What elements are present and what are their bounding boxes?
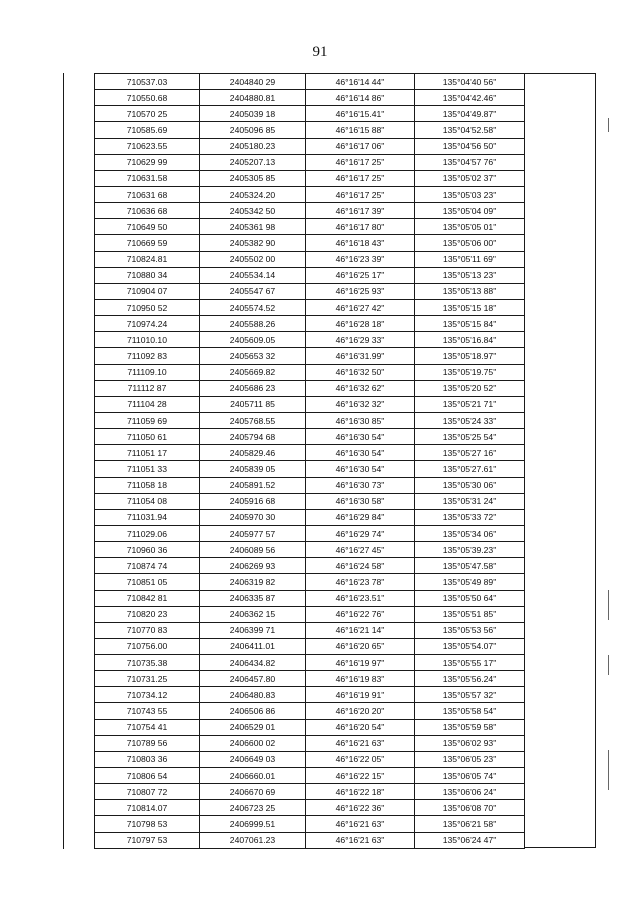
table-row — [64, 332, 525, 348]
latitude-cell: 46°16'23 78" — [306, 574, 415, 590]
row-number-cell — [64, 138, 95, 154]
x-coordinate-cell: 710754 41 — [95, 719, 200, 735]
x-coordinate-cell: 710550.68 — [95, 90, 200, 106]
latitude-cell: 46°16'22 76" — [306, 606, 415, 622]
x-coordinate-cell: 710880 34 — [95, 267, 200, 283]
table-row — [64, 784, 525, 800]
longitude-cell: 135°05'51 85" — [415, 606, 525, 622]
table-row — [64, 170, 525, 186]
y-coordinate-cell: 2405382 90 — [200, 235, 306, 251]
latitude-cell: 46°16'21 14" — [306, 622, 415, 638]
y-coordinate-cell: 2404840 29 — [200, 74, 306, 90]
latitude-cell: 46°16'32 62" — [306, 380, 415, 396]
table-row — [64, 251, 525, 267]
x-coordinate-cell: 710734.12 — [95, 687, 200, 703]
latitude-cell: 46°16'21 63" — [306, 816, 415, 832]
table-row — [64, 525, 525, 541]
latitude-cell: 46°16'20 20" — [306, 703, 415, 719]
table-row — [64, 219, 525, 235]
longitude-cell: 135°05'18.97" — [415, 348, 525, 364]
table-row — [64, 412, 525, 428]
x-coordinate-cell: 710789 56 — [95, 735, 200, 751]
y-coordinate-cell: 2406434.82 — [200, 655, 306, 671]
longitude-cell: 135°04'42.46" — [415, 90, 525, 106]
row-number-cell — [64, 283, 95, 299]
latitude-cell: 46°16'22 15" — [306, 768, 415, 784]
x-coordinate-cell: 711059 69 — [95, 412, 200, 428]
y-coordinate-cell: 2405502 00 — [200, 251, 306, 267]
y-coordinate-cell: 2405207.13 — [200, 154, 306, 170]
row-number-cell — [64, 816, 95, 832]
y-coordinate-cell: 2406660.01 — [200, 768, 306, 784]
longitude-cell: 135°05'13 23" — [415, 267, 525, 283]
longitude-cell: 135°05'57 32" — [415, 687, 525, 703]
latitude-cell: 46°16'15.41" — [306, 106, 415, 122]
row-number-cell — [64, 477, 95, 493]
y-coordinate-cell: 2404880.81 — [200, 90, 306, 106]
latitude-cell: 46°16'18 43" — [306, 235, 415, 251]
y-coordinate-cell: 2405839 05 — [200, 461, 306, 477]
table-row — [64, 477, 525, 493]
x-coordinate-cell: 710743 55 — [95, 703, 200, 719]
x-coordinate-cell: 710631 68 — [95, 186, 200, 202]
y-coordinate-cell: 2405039 18 — [200, 106, 306, 122]
y-coordinate-cell: 2405180.23 — [200, 138, 306, 154]
x-coordinate-cell: 711104 28 — [95, 396, 200, 412]
x-coordinate-cell: 710570 25 — [95, 106, 200, 122]
latitude-cell: 46°16'30 58" — [306, 493, 415, 509]
x-coordinate-cell: 710974.24 — [95, 316, 200, 332]
latitude-cell: 46°16'30 54" — [306, 461, 415, 477]
longitude-cell: 135°05'24 33" — [415, 412, 525, 428]
x-coordinate-cell: 710629 99 — [95, 154, 200, 170]
table-row — [64, 461, 525, 477]
row-number-cell — [64, 493, 95, 509]
row-number-cell — [64, 509, 95, 525]
table-row — [64, 606, 525, 622]
longitude-cell: 135°05'16.84" — [415, 332, 525, 348]
longitude-cell: 135°05'02 37" — [415, 170, 525, 186]
latitude-cell: 46°16'32 50" — [306, 364, 415, 380]
row-number-cell — [64, 703, 95, 719]
y-coordinate-cell: 2407061.23 — [200, 832, 306, 848]
y-coordinate-cell: 2406457.80 — [200, 671, 306, 687]
longitude-cell: 135°05'03 23" — [415, 186, 525, 202]
table-row — [64, 186, 525, 202]
row-number-cell — [64, 122, 95, 138]
longitude-cell: 135°04'52.58" — [415, 122, 525, 138]
latitude-cell: 46°16'17 80" — [306, 219, 415, 235]
x-coordinate-cell: 710904 07 — [95, 283, 200, 299]
x-coordinate-cell: 711054 08 — [95, 493, 200, 509]
table-row — [64, 316, 525, 332]
longitude-cell: 135°06'05 23" — [415, 751, 525, 767]
row-number-cell — [64, 154, 95, 170]
table-row — [64, 719, 525, 735]
margin-mark — [608, 590, 609, 620]
x-coordinate-cell: 710874 74 — [95, 558, 200, 574]
x-coordinate-cell: 710770 83 — [95, 622, 200, 638]
table-row — [64, 267, 525, 283]
latitude-cell: 46°16'28 18" — [306, 316, 415, 332]
x-coordinate-cell: 710636 68 — [95, 203, 200, 219]
table-row — [64, 90, 525, 106]
longitude-cell: 135°05'15 84" — [415, 316, 525, 332]
latitude-cell: 46°16'15 88" — [306, 122, 415, 138]
latitude-cell: 46°16'30 73" — [306, 477, 415, 493]
table-row — [64, 364, 525, 380]
table-row — [64, 751, 525, 767]
longitude-cell: 135°05'56.24" — [415, 671, 525, 687]
x-coordinate-cell: 710735.38 — [95, 655, 200, 671]
row-number-cell — [64, 687, 95, 703]
x-coordinate-cell: 710631.58 — [95, 170, 200, 186]
x-coordinate-cell: 710585.69 — [95, 122, 200, 138]
table-row — [64, 283, 525, 299]
x-coordinate-cell: 710797 53 — [95, 832, 200, 848]
x-coordinate-cell: 710960 36 — [95, 542, 200, 558]
x-coordinate-cell: 710814.07 — [95, 800, 200, 816]
y-coordinate-cell: 2405916 68 — [200, 493, 306, 509]
x-coordinate-cell: 710807 72 — [95, 784, 200, 800]
y-coordinate-cell: 2406723 25 — [200, 800, 306, 816]
row-number-cell — [64, 638, 95, 654]
y-coordinate-cell: 2405534.14 — [200, 267, 306, 283]
x-coordinate-cell: 710798 53 — [95, 816, 200, 832]
y-coordinate-cell: 2406269 93 — [200, 558, 306, 574]
table-row — [64, 154, 525, 170]
y-coordinate-cell: 2405361 98 — [200, 219, 306, 235]
right-empty-column — [524, 73, 596, 848]
table-row — [64, 542, 525, 558]
longitude-cell: 135°05'50 64" — [415, 590, 525, 606]
latitude-cell: 46°16'19 91" — [306, 687, 415, 703]
longitude-cell: 135°05'21 71" — [415, 396, 525, 412]
row-number-cell — [64, 832, 95, 848]
y-coordinate-cell: 2405305 85 — [200, 170, 306, 186]
longitude-cell: 135°05'59 58" — [415, 719, 525, 735]
y-coordinate-cell: 2405829.46 — [200, 445, 306, 461]
row-number-cell — [64, 364, 95, 380]
row-number-cell — [64, 186, 95, 202]
row-number-cell — [64, 800, 95, 816]
latitude-cell: 46°16'17 06" — [306, 138, 415, 154]
table-row — [64, 106, 525, 122]
x-coordinate-cell: 710649 50 — [95, 219, 200, 235]
longitude-cell: 135°05'13 88" — [415, 283, 525, 299]
row-number-cell — [64, 655, 95, 671]
latitude-cell: 46°16'29 74" — [306, 525, 415, 541]
latitude-cell: 46°16'31.99" — [306, 348, 415, 364]
latitude-cell: 46°16'30 54" — [306, 429, 415, 445]
longitude-cell: 135°05'04 09" — [415, 203, 525, 219]
row-number-cell — [64, 235, 95, 251]
row-number-cell — [64, 622, 95, 638]
table-row — [64, 622, 525, 638]
table-row — [64, 574, 525, 590]
latitude-cell: 46°16'32 32" — [306, 396, 415, 412]
x-coordinate-cell: 710824.81 — [95, 251, 200, 267]
longitude-cell: 135°06'08 70" — [415, 800, 525, 816]
latitude-cell: 46°16'19 97" — [306, 655, 415, 671]
table-row — [64, 590, 525, 606]
y-coordinate-cell: 2406999.51 — [200, 816, 306, 832]
x-coordinate-cell: 710669 59 — [95, 235, 200, 251]
row-number-cell — [64, 299, 95, 315]
y-coordinate-cell: 2405342 50 — [200, 203, 306, 219]
row-number-cell — [64, 267, 95, 283]
row-number-cell — [64, 396, 95, 412]
latitude-cell: 46°16'17 25" — [306, 154, 415, 170]
longitude-cell: 135°05'31 24" — [415, 493, 525, 509]
row-number-cell — [64, 558, 95, 574]
x-coordinate-cell: 711029.06 — [95, 525, 200, 541]
table-row — [64, 687, 525, 703]
row-number-cell — [64, 542, 95, 558]
row-number-cell — [64, 332, 95, 348]
x-coordinate-cell: 711051 17 — [95, 445, 200, 461]
table-row — [64, 558, 525, 574]
y-coordinate-cell: 2405794 68 — [200, 429, 306, 445]
row-number-cell — [64, 461, 95, 477]
x-coordinate-cell: 710842 81 — [95, 590, 200, 606]
longitude-cell: 135°06'06 24" — [415, 784, 525, 800]
y-coordinate-cell: 2405891.52 — [200, 477, 306, 493]
table-row — [64, 348, 525, 364]
latitude-cell: 46°16'17 39" — [306, 203, 415, 219]
latitude-cell: 46°16'14 86" — [306, 90, 415, 106]
y-coordinate-cell: 2406649 03 — [200, 751, 306, 767]
y-coordinate-cell: 2406600 02 — [200, 735, 306, 751]
longitude-cell: 135°06'21 58" — [415, 816, 525, 832]
latitude-cell: 46°16'29 33" — [306, 332, 415, 348]
y-coordinate-cell: 2405324.20 — [200, 186, 306, 202]
row-number-cell — [64, 735, 95, 751]
latitude-cell: 46°16'23 39" — [306, 251, 415, 267]
longitude-cell: 135°05'27 16" — [415, 445, 525, 461]
longitude-cell: 135°05'19.75" — [415, 364, 525, 380]
y-coordinate-cell: 2406089 56 — [200, 542, 306, 558]
table-row — [64, 396, 525, 412]
coordinates-table-wrapper — [63, 73, 525, 849]
latitude-cell: 46°16'17 25" — [306, 170, 415, 186]
latitude-cell: 46°16'22 36" — [306, 800, 415, 816]
latitude-cell: 46°16'14 44" — [306, 74, 415, 90]
longitude-cell: 135°05'54.07" — [415, 638, 525, 654]
x-coordinate-cell: 710731.25 — [95, 671, 200, 687]
longitude-cell: 135°05'39.23" — [415, 542, 525, 558]
longitude-cell: 135°06'24 47" — [415, 832, 525, 848]
table-row — [64, 703, 525, 719]
longitude-cell: 135°05'33 72" — [415, 509, 525, 525]
row-number-cell — [64, 74, 95, 90]
x-coordinate-cell: 710806 54 — [95, 768, 200, 784]
row-number-cell — [64, 380, 95, 396]
row-number-cell — [64, 525, 95, 541]
row-number-cell — [64, 170, 95, 186]
row-number-cell — [64, 251, 95, 267]
longitude-cell: 135°04'56 50" — [415, 138, 525, 154]
y-coordinate-cell: 2405588.26 — [200, 316, 306, 332]
x-coordinate-cell: 711058 18 — [95, 477, 200, 493]
margin-mark — [608, 750, 609, 790]
longitude-cell: 135°05'15 18" — [415, 299, 525, 315]
y-coordinate-cell: 2406335 87 — [200, 590, 306, 606]
coordinates-table — [63, 73, 525, 849]
longitude-cell: 135°06'02 93" — [415, 735, 525, 751]
longitude-cell: 135°05'06 00" — [415, 235, 525, 251]
latitude-cell: 46°16'25 93" — [306, 283, 415, 299]
table-row — [64, 429, 525, 445]
latitude-cell: 46°16'22 05" — [306, 751, 415, 767]
longitude-cell: 135°04'40 56" — [415, 74, 525, 90]
x-coordinate-cell: 710756.00 — [95, 638, 200, 654]
longitude-cell: 135°05'11 69" — [415, 251, 525, 267]
latitude-cell: 46°16'22 18" — [306, 784, 415, 800]
table-row — [64, 445, 525, 461]
y-coordinate-cell: 2405977 57 — [200, 525, 306, 541]
x-coordinate-cell: 711112 87 — [95, 380, 200, 396]
x-coordinate-cell: 711050 61 — [95, 429, 200, 445]
x-coordinate-cell: 711051 33 — [95, 461, 200, 477]
y-coordinate-cell: 2405711 85 — [200, 396, 306, 412]
table-row — [64, 671, 525, 687]
table-row — [64, 74, 525, 90]
longitude-cell: 135°05'20 52" — [415, 380, 525, 396]
table-row — [64, 203, 525, 219]
coordinates-table-body — [64, 74, 525, 849]
table-row — [64, 800, 525, 816]
longitude-cell: 135°05'30 06" — [415, 477, 525, 493]
table-row — [64, 638, 525, 654]
latitude-cell: 46°16'30 85" — [306, 412, 415, 428]
longitude-cell: 135°05'49 89" — [415, 574, 525, 590]
x-coordinate-cell: 710803 36 — [95, 751, 200, 767]
latitude-cell: 46°16'20 65" — [306, 638, 415, 654]
y-coordinate-cell: 2406506 86 — [200, 703, 306, 719]
row-number-cell — [64, 719, 95, 735]
y-coordinate-cell: 2405653 32 — [200, 348, 306, 364]
page-number: 91 — [312, 44, 328, 60]
row-number-cell — [64, 203, 95, 219]
latitude-cell: 46°16'20 54" — [306, 719, 415, 735]
y-coordinate-cell: 2405609.05 — [200, 332, 306, 348]
latitude-cell: 46°16'17 25" — [306, 186, 415, 202]
longitude-cell: 135°06'05 74" — [415, 768, 525, 784]
longitude-cell: 135°05'58 54" — [415, 703, 525, 719]
table-row — [64, 509, 525, 525]
table-row — [64, 735, 525, 751]
y-coordinate-cell: 2405686 23 — [200, 380, 306, 396]
y-coordinate-cell: 2406480.83 — [200, 687, 306, 703]
longitude-cell: 135°05'25 54" — [415, 429, 525, 445]
latitude-cell: 46°16'29 84" — [306, 509, 415, 525]
y-coordinate-cell: 2405669.82 — [200, 364, 306, 380]
longitude-cell: 135°04'49.87" — [415, 106, 525, 122]
table-row — [64, 493, 525, 509]
row-number-cell — [64, 768, 95, 784]
latitude-cell: 46°16'30 54" — [306, 445, 415, 461]
row-number-cell — [64, 412, 95, 428]
table-row — [64, 138, 525, 154]
y-coordinate-cell: 2406529 01 — [200, 719, 306, 735]
longitude-cell: 135°05'53 56" — [415, 622, 525, 638]
row-number-cell — [64, 751, 95, 767]
row-number-cell — [64, 90, 95, 106]
longitude-cell: 135°05'47.58" — [415, 558, 525, 574]
row-number-cell — [64, 574, 95, 590]
row-number-cell — [64, 784, 95, 800]
x-coordinate-cell: 711010.10 — [95, 332, 200, 348]
y-coordinate-cell: 2405970 30 — [200, 509, 306, 525]
x-coordinate-cell: 711031.94 — [95, 509, 200, 525]
row-number-cell — [64, 445, 95, 461]
x-coordinate-cell: 710537.03 — [95, 74, 200, 90]
y-coordinate-cell: 2406670 69 — [200, 784, 306, 800]
latitude-cell: 46°16'21 63" — [306, 735, 415, 751]
table-row — [64, 235, 525, 251]
table-row — [64, 299, 525, 315]
row-number-cell — [64, 348, 95, 364]
longitude-cell: 135°05'34 06" — [415, 525, 525, 541]
latitude-cell: 46°16'21 63" — [306, 832, 415, 848]
x-coordinate-cell: 711092 83 — [95, 348, 200, 364]
row-number-cell — [64, 590, 95, 606]
latitude-cell: 46°16'24 58" — [306, 558, 415, 574]
x-coordinate-cell: 710623.55 — [95, 138, 200, 154]
latitude-cell: 46°16'23.51" — [306, 590, 415, 606]
margin-mark — [608, 655, 609, 675]
y-coordinate-cell: 2406362 15 — [200, 606, 306, 622]
longitude-cell: 135°05'05 01" — [415, 219, 525, 235]
x-coordinate-cell: 711109.10 — [95, 364, 200, 380]
latitude-cell: 46°16'25 17" — [306, 267, 415, 283]
latitude-cell: 46°16'27 42" — [306, 299, 415, 315]
x-coordinate-cell: 710851 05 — [95, 574, 200, 590]
y-coordinate-cell: 2405096 85 — [200, 122, 306, 138]
y-coordinate-cell: 2405547 67 — [200, 283, 306, 299]
latitude-cell: 46°16'27 45" — [306, 542, 415, 558]
longitude-cell: 135°05'55 17" — [415, 655, 525, 671]
table-row — [64, 122, 525, 138]
latitude-cell: 46°16'19 83" — [306, 671, 415, 687]
table-row — [64, 768, 525, 784]
row-number-cell — [64, 316, 95, 332]
y-coordinate-cell: 2405574.52 — [200, 299, 306, 315]
table-row — [64, 832, 525, 848]
longitude-cell: 135°04'57 76" — [415, 154, 525, 170]
row-number-cell — [64, 429, 95, 445]
y-coordinate-cell: 2406319 82 — [200, 574, 306, 590]
x-coordinate-cell: 710820 23 — [95, 606, 200, 622]
table-row — [64, 655, 525, 671]
table-row — [64, 816, 525, 832]
row-number-cell — [64, 671, 95, 687]
y-coordinate-cell: 2405768.55 — [200, 412, 306, 428]
x-coordinate-cell: 710950 52 — [95, 299, 200, 315]
table-row — [64, 380, 525, 396]
y-coordinate-cell: 2406399 71 — [200, 622, 306, 638]
margin-mark — [608, 118, 609, 132]
y-coordinate-cell: 2406411.01 — [200, 638, 306, 654]
row-number-cell — [64, 219, 95, 235]
longitude-cell: 135°05'27.61" — [415, 461, 525, 477]
row-number-cell — [64, 106, 95, 122]
row-number-cell — [64, 606, 95, 622]
